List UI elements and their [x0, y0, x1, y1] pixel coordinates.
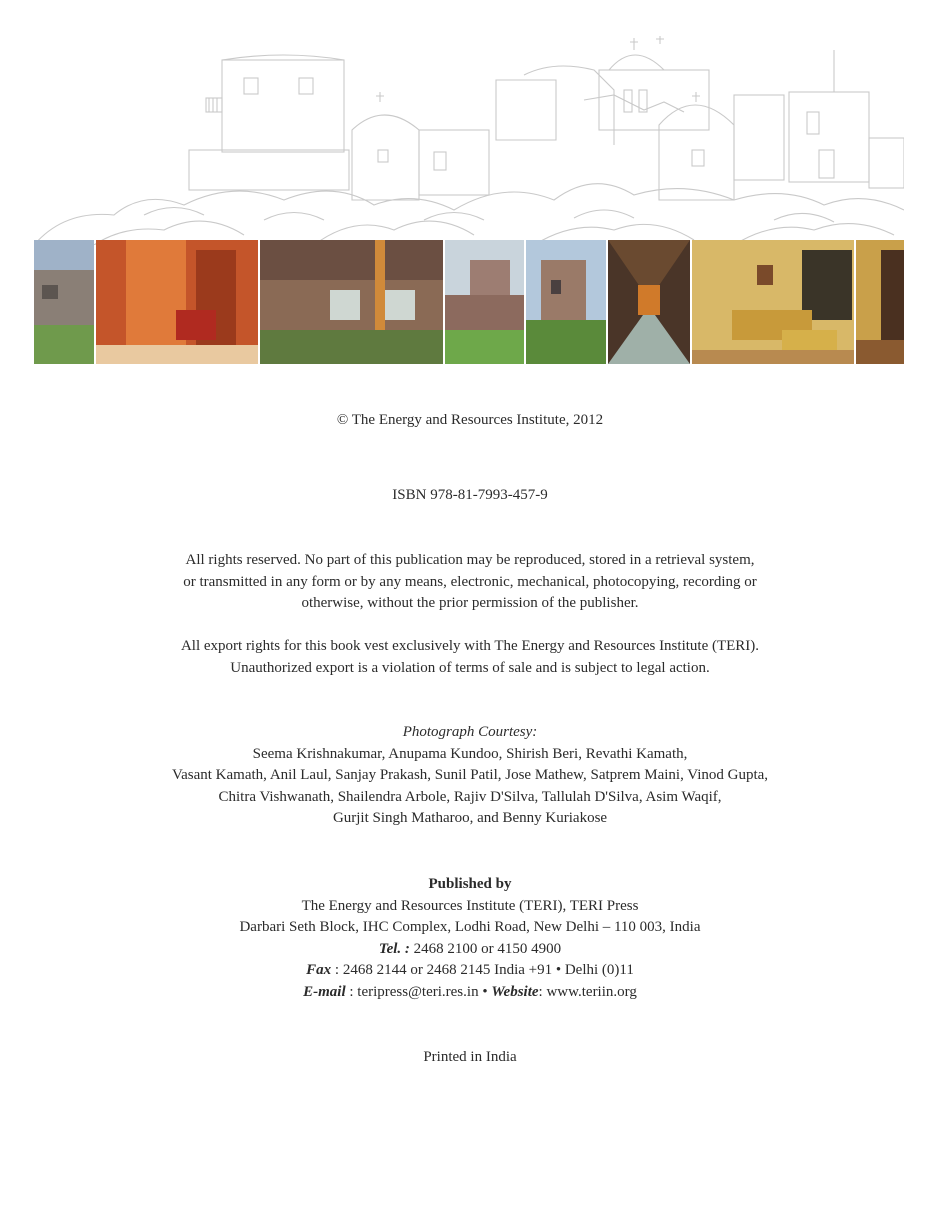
rights-line: All rights reserved. No part of this publication may be reproduced, stored in a retrieval system, [185, 552, 755, 568]
photo-garden-house [445, 240, 524, 364]
photo-strip [34, 240, 904, 364]
photo-house-exterior [34, 240, 94, 364]
architecture-line-sketch [34, 30, 904, 245]
isbn-line [0, 485, 940, 507]
publisher-name: The Energy and Resources Institute (TERI), TERI Press [301, 897, 639, 914]
publisher-contact [0, 982, 940, 1004]
fax-value: : 2468 2144 or 2468 2145 India +91 • Delhi (0)11 [331, 962, 634, 978]
photo-room-interior [856, 240, 904, 364]
photo-courtesy-line: Gurjit Singh Matharoo, and Benny Kuriakose [332, 810, 608, 826]
rights-paragraph [0, 550, 940, 615]
publisher-tel [0, 939, 940, 961]
rights-line: otherwise, without the prior permission of the publisher. [301, 595, 639, 611]
email-value: : teripress@teri.res.in • [345, 983, 492, 1000]
publisher-address: Darbari Seth Block, IHC Complex, Lodhi Road, New Delhi – 110 003, India [239, 919, 701, 935]
photo-courtesy-block [0, 722, 940, 830]
tel-label: Tel. : [378, 940, 410, 957]
rights-line: or transmitted in any form or by any means, electronic, mechanical, photocopying, recording or [183, 573, 757, 590]
photo-courtesy-heading: Photograph Courtesy: [402, 724, 538, 740]
photo-courtesy-line: Chitra Vishwanath, Shailendra Arbole, Rajiv D'Silva, Tallulah D'Silva, Asim Waqif, [218, 788, 722, 805]
website-value: : www.teriin.org [538, 983, 637, 1000]
photo-courtesy-line: Vasant Kamath, Anil Laul, Sanjay Prakash, Sunil Patil, Jose Mathew, Satprem Maini, Vinod Gupta, [171, 767, 769, 783]
photo-courtesy-line: Seema Krishnakumar, Anupama Kundoo, Shirish Beri, Revathi Kamath, [252, 745, 688, 762]
copyright-line [0, 410, 940, 432]
export-line: All export rights for this book vest exclusively with The Energy and Resources Institute (TERI). [180, 638, 760, 654]
export-line: Unauthorized export is a violation of terms of sale and is subject to legal action. [230, 659, 710, 676]
isbn-text: ISBN 978-81-7993-457-9 [392, 487, 548, 503]
export-paragraph [0, 636, 940, 679]
photo-courtyard-interior [260, 240, 443, 364]
fax-label: Fax [306, 962, 332, 978]
email-label: E-mail [303, 983, 346, 1000]
tel-value: 2468 2100 or 4150 4900 [409, 940, 562, 957]
publisher-heading: Published by [428, 876, 512, 892]
printed-line [0, 1047, 940, 1069]
website-label: Website [491, 983, 539, 1000]
photo-garden-building [526, 240, 606, 364]
photo-living-room [692, 240, 854, 364]
printed-text: Printed in India [423, 1049, 517, 1065]
publisher-fax [0, 960, 940, 982]
copyright-text: © The Energy and Resources Institute, 2012 [336, 412, 604, 428]
photo-red-interior [96, 240, 258, 364]
publisher-block [0, 874, 940, 1003]
photo-colonnade [608, 240, 690, 364]
